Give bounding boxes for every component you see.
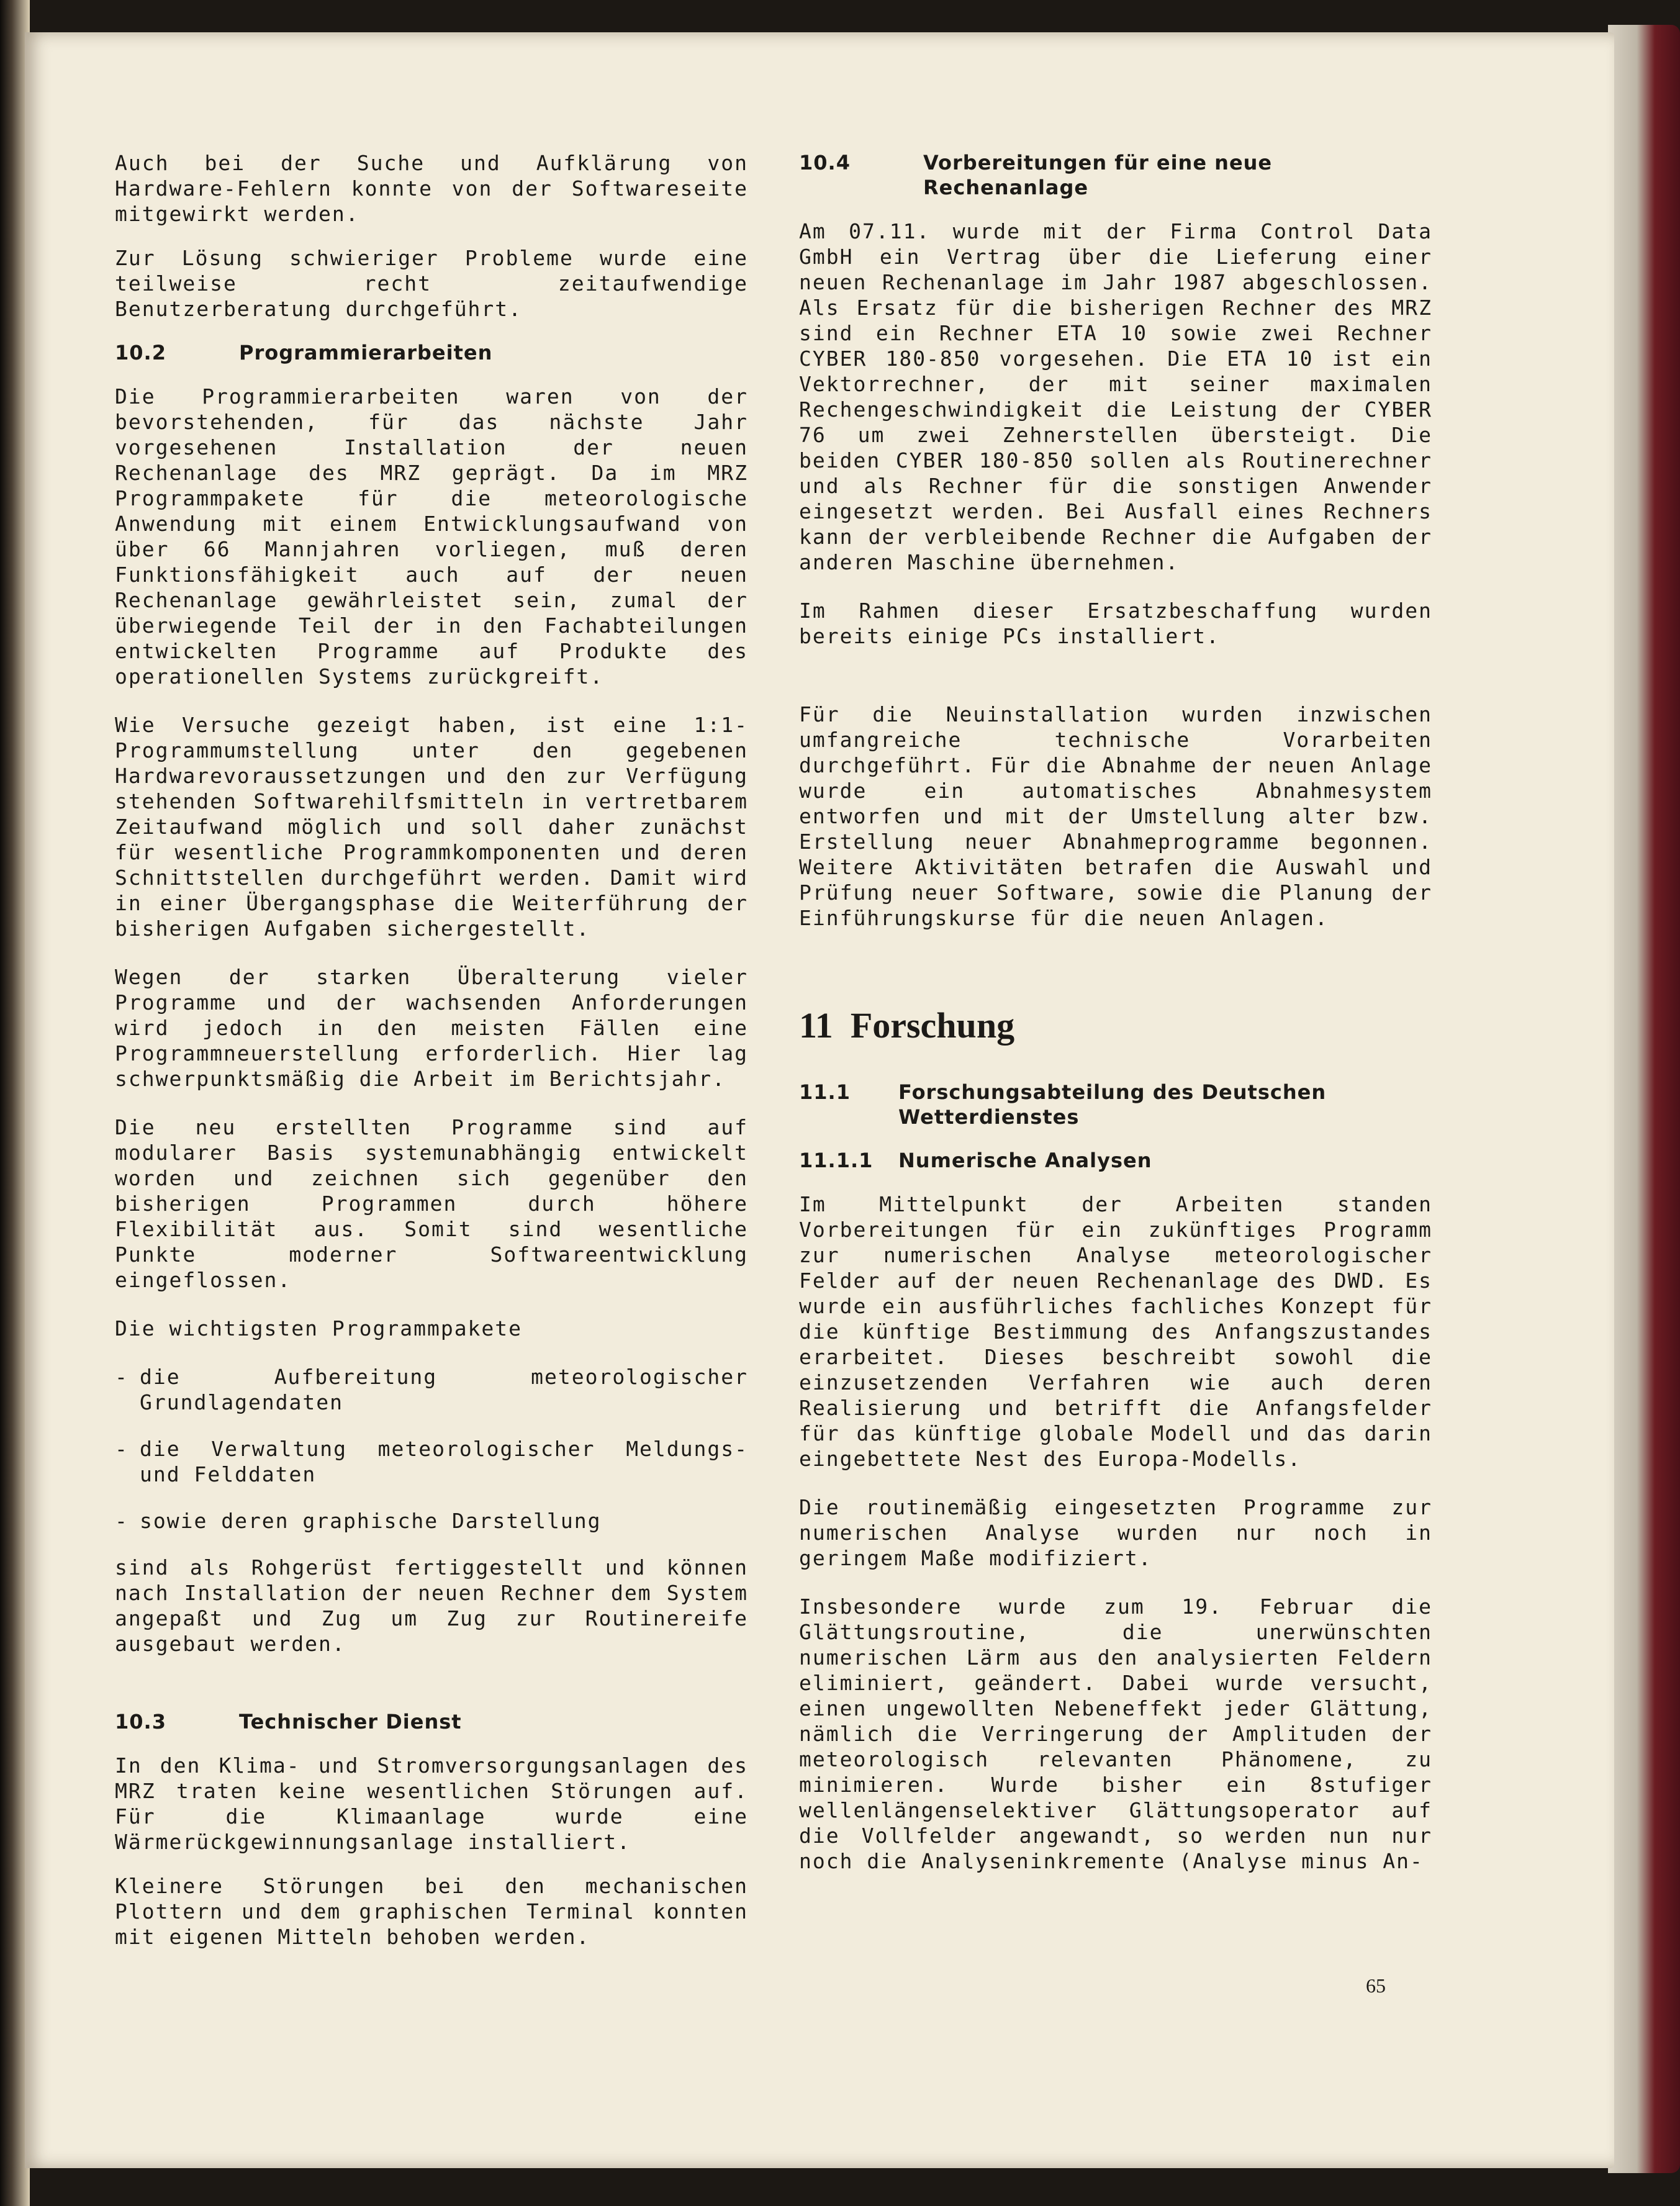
page-number: 65	[1366, 1974, 1386, 1997]
paragraph: Zur Lösung schwieriger Probleme wurde eine teilweise recht zeitaufwendige Benutzerberatung durchgeführt.	[115, 246, 748, 321]
section-heading-10-2	[115, 340, 748, 365]
paragraph: Im Mittelpunkt der Arbeiten standen Vorbereitungen für ein zukünftiges Programm zur numerischen Analyse meteorologischer Felder auf der neuen Rechenanlage des DWD. Es wurde ein ausführliches fachliches Konzept für die künftige Bestimmung des Anfangszustandes erarbeitet. Dieses beschreibt sowohl die einzusetzenden Verfahren wie auch deren Realisierung und betrifft die Anfangsfelder für das künftige globale Modell und das darin eingebettete Nest des Europa-Modells.	[799, 1192, 1432, 1471]
list-item	[115, 1508, 748, 1534]
chapter-number: 11	[799, 1005, 833, 1046]
paragraph: Auch bei der Suche und Aufklärung von Hardware-Fehlern konnte von der Softwareseite mitgewirkt werden.	[115, 151, 748, 226]
paragraph: Die routinemäßig eingesetzten Programme zur numerischen Analyse wurden nur noch in geringem Maße modifiziert.	[799, 1495, 1432, 1570]
paragraph: Im Rahmen dieser Ersatzbeschaffung wurden bereits einige PCs installiert.	[799, 599, 1432, 648]
list-dash: -	[115, 1509, 129, 1533]
section-number: 10.2	[115, 341, 166, 364]
list-item-text: sowie deren graphische Darstellung	[140, 1509, 602, 1533]
chapter-heading	[799, 1004, 1432, 1047]
list-item	[115, 1364, 748, 1415]
paragraph: Die wichtigsten Programmpakete	[115, 1316, 523, 1340]
section-heading-10-3	[115, 1709, 748, 1734]
section-heading-11-1	[799, 1080, 1432, 1129]
paragraph: Die Programmierarbeiten waren von der bevorstehenden, für das nächste Jahr vorgesehenen Installation der neuen Rechenanlage des MRZ geprägt. Da im MRZ Programmpakete für die meteorologische Anwendung mit einem Entwicklungsaufwand von über 66 Mannjahren vorliegen, muß deren Funktionsfähigkeit auch auf der neuen Rechenanlage gewährleistet sein, zumal der überwiegende Teil der in den Fachabteilungen entwickelten Programme auf Produkte des operationellen Systems zurückgreift.	[115, 384, 748, 689]
list-item	[115, 1436, 748, 1487]
paragraph: Die neu erstellten Programme sind auf modularer Basis systemunabhängig entwickelt worden und zeichnen sich gegenüber den bisherigen Programmen durch höhere Flexibilität aus. Somit sind wesentliche Punkte moderner Softwareentwicklung eingeflossen.	[115, 1115, 748, 1292]
paragraph: Für die Neuinstallation wurden inzwischen umfangreiche technische Vorarbeiten durchgeführt. Für die Abnahme der neuen Anlage wurde ein automatisches Abnahmesystem entworfen und mit der Umstellung alter bzw. Erstellung neuer Abnahmeprogramme begonnen. Weitere Aktivitäten betrafen die Auswahl und Prüfung neuer Software, sowie die Planung der Einführungskurse für die neuen Anlagen.	[799, 702, 1432, 930]
book-page	[25, 32, 1614, 2168]
paragraph: Am 07.11. wurde mit der Firma Control Data GmbH ein Vertrag über die Lieferung einer neuen Rechenanlage im Jahr 1987 abgeschlossen. Als Ersatz für die bisherigen Rechner des MRZ sind ein Rechner ETA 10 sowie zwei Rechner CYBER 180-850 vorgesehen. Die ETA 10 ist ein Vektorrechner, der mit seiner maximalen Rechengeschwindigkeit die Leistung der CYBER 76 um zwei Zehnerstellen übersteigt. Die beiden CYBER 180-850 sollen als Routinerechner und als Rechner für die sonstigen Anwender eingesetzt werden. Bei Ausfall eines Rechners kann der verbleibende Rechner die Aufgaben der anderen Maschine übernehmen.	[799, 219, 1432, 574]
section-title: Forschungsabteilung des Deutschen Wetterdienstes	[898, 1080, 1327, 1129]
list-item-text: die Verwaltung meteorologischer Meldungs- und Felddaten	[140, 1437, 748, 1486]
list-item-text: die Aufbereitung meteorologischer Grundlagendaten	[140, 1365, 748, 1414]
section-title: Technischer Dienst	[239, 1710, 462, 1734]
list-dash: -	[115, 1365, 129, 1389]
section-heading-10-4	[799, 150, 1432, 200]
paragraph: Wegen der starken Überalterung vieler Programme und der wachsenden Anforderungen wird jedoch in den meisten Fällen eine Programmneuerstellung erforderlich. Hier lag schwerpunktsmäßig die Arbeit im Berichtsjahr.	[115, 965, 748, 1091]
chapter-title: Forschung	[850, 1005, 1015, 1046]
section-title: Programmierarbeiten	[239, 341, 493, 364]
section-number: 11.1	[799, 1080, 851, 1104]
paragraph: Kleinere Störungen bei den mechanischen Plottern und dem graphischen Terminal konnten mit eigenen Mitteln behoben werden.	[115, 1874, 748, 1949]
section-number: 10.3	[115, 1710, 166, 1734]
section-number: 10.4	[799, 151, 851, 174]
section-title: Vorbereitungen für eine neue Rechenanlage	[923, 151, 1273, 199]
section-title: Numerische Analysen	[898, 1149, 1152, 1172]
paragraph: sind als Rohgerüst fertiggestellt und können nach Installation der neuen Rechner dem System angepaßt und Zug um Zug zur Routinereife ausgebaut werden.	[115, 1555, 748, 1656]
left-column	[115, 150, 748, 1973]
paragraph: Insbesondere wurde zum 19. Februar die Glättungsroutine, die unerwünschten numerischen Lärm aus den analysierten Feldern eliminiert, geändert. Dabei wurde versucht, einen ungewollten Nebeneffekt jeder Glättung, nämlich die Verringerung der Amplituden der meteorologisch relevanten Phänomene, zu minimieren. Wurde bisher ein 8stufiger wellenlängenselektiver Glättungsoperator auf die Vollfelder angewandt, so werden nun nur noch die Analyseninkremente (Analyse minus An-	[799, 1594, 1432, 1873]
section-heading-11-1-1	[799, 1148, 1432, 1173]
right-column	[799, 150, 1432, 1897]
paragraph: Wie Versuche gezeigt haben, ist eine 1:1-Programmumstellung unter den gegebenen Hardwarevoraussetzungen und den zur Verfügung stehenden Softwarehilfsmitteln in vertretbarem Zeitaufwand möglich und soll daher zunächst für wesentliche Programmkomponenten und deren Schnittstellen durchgeführt werden. Damit wird in einer Übergangsphase die Weiterführung der bisherigen Aufgaben sichergestellt.	[115, 713, 748, 941]
book-binding	[1608, 25, 1680, 2173]
section-number: 11.1.1	[799, 1149, 874, 1172]
list-dash: -	[115, 1437, 129, 1461]
paragraph: In den Klima- und Stromversorgungsanlagen des MRZ traten keine wesentlichen Störungen auf. Für die Klimaanlage wurde eine Wärmerückgewinnungsanlage installiert.	[115, 1753, 748, 1854]
